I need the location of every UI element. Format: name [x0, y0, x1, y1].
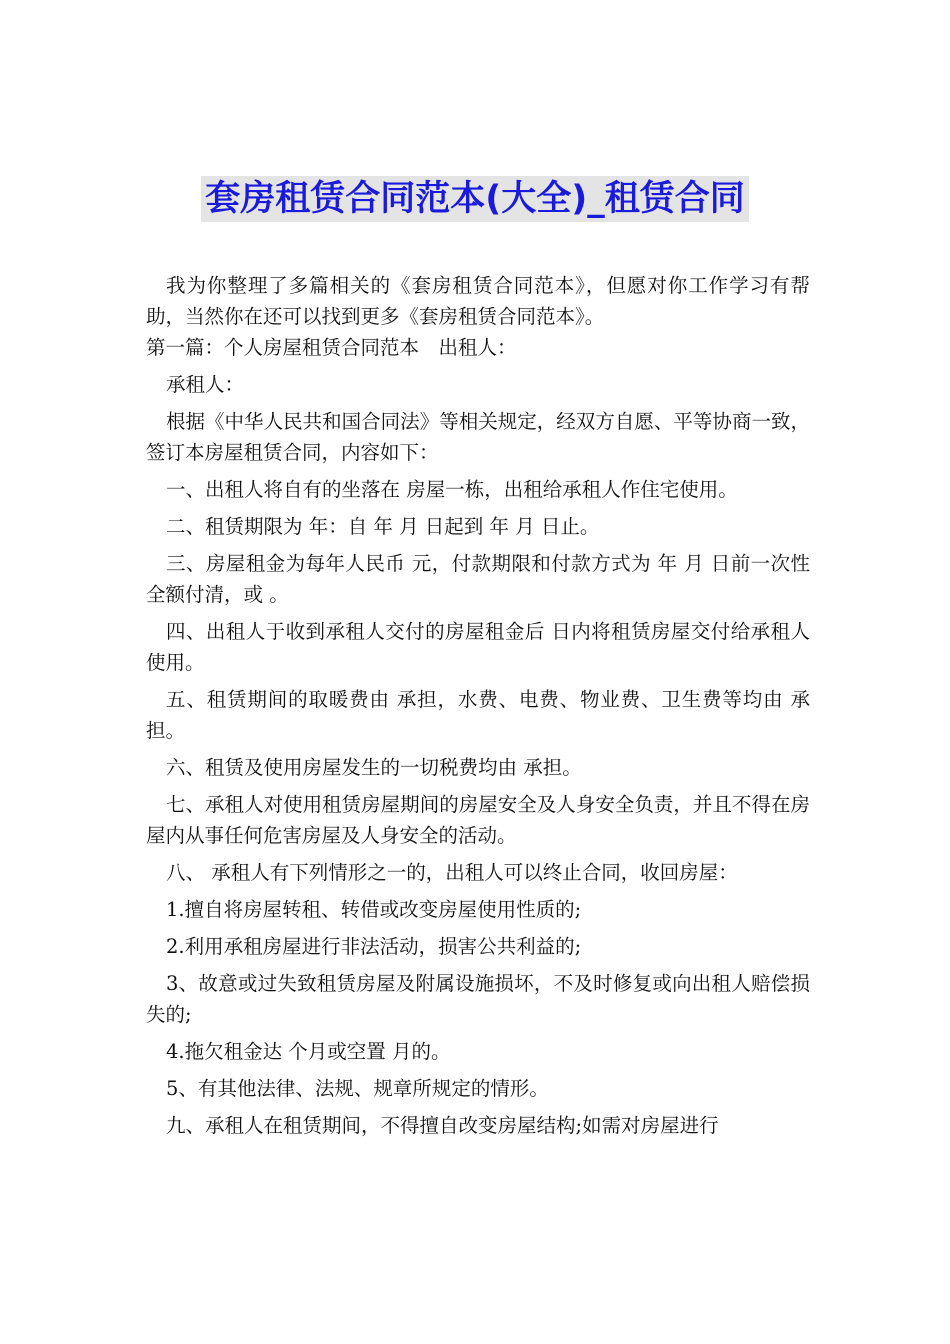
paragraph-item-2: 2.利用承租房屋进行非法活动，损害公共利益的;	[166, 935, 582, 958]
paragraph-clause-5: 五、租赁期间的取暖费由 承担，水费、电费、物业费、卫生费等均由 承担。	[146, 688, 810, 742]
document-title: 套房租赁合同范本(大全)_租赁合同	[201, 176, 749, 222]
paragraph-item-4: 4.拖欠租金达 个月或空置 月的。	[166, 1040, 451, 1063]
paragraph-clause-8: 八、 承租人有下列情形之一的，出租人可以终止合同，收回房屋：	[166, 861, 738, 884]
title-container	[0, 176, 950, 222]
paragraph-item-5: 5、有其他法律、法规、规章所规定的情形。	[166, 1077, 549, 1100]
paragraph-clause-6: 六、租赁及使用房屋发生的一切税费均由 承担。	[166, 756, 582, 779]
paragraph-chapter-heading: 第一篇：个人房屋租赁合同范本 出租人：	[146, 336, 517, 359]
paragraph-clause-3: 三、房屋租金为每年人民币 元，付款期限和付款方式为 年 月 日前一次性全额付清，或 。	[146, 552, 810, 606]
paragraph-lessee: 承租人：	[166, 373, 245, 396]
paragraph-clause-9: 九、承租人在租赁期间，不得擅自改变房屋结构;如需对房屋进行	[166, 1114, 719, 1137]
paragraph-clause-1: 一、出租人将自有的坐落在 房屋一栋，出租给承租人作住宅使用。	[166, 478, 738, 501]
paragraph-clause-2: 二、租赁期限为 年：自 年 月 日起到 年 月 日止。	[166, 515, 600, 538]
paragraph-clause-7: 七、承租人对使用租赁房屋期间的房屋安全及人身安全负责，并且不得在房屋内从事任何危害房屋及人身安全的活动。	[146, 793, 810, 847]
paragraph-intro: 我为你整理了多篇相关的《套房租赁合同范本》，但愿对你工作学习有帮助，当然你在还可以找到更多《套房租赁合同范本》。	[146, 274, 810, 328]
paragraph-item-1: 1.擅自将房屋转租、转借或改变房屋使用性质的;	[166, 898, 582, 921]
document-body	[146, 270, 810, 1141]
paragraph-item-3: 3、故意或过失致租赁房屋及附属设施损坏，不及时修复或向出租人赔偿损失的;	[146, 972, 810, 1026]
paragraph-basis: 根据《中华人民共和国合同法》等相关规定，经双方自愿、平等协商一致，签订本房屋租赁合同，内容如下：	[146, 410, 810, 464]
paragraph-clause-4: 四、出租人于收到承租人交付的房屋租金后 日内将租赁房屋交付给承租人使用。	[146, 620, 810, 674]
